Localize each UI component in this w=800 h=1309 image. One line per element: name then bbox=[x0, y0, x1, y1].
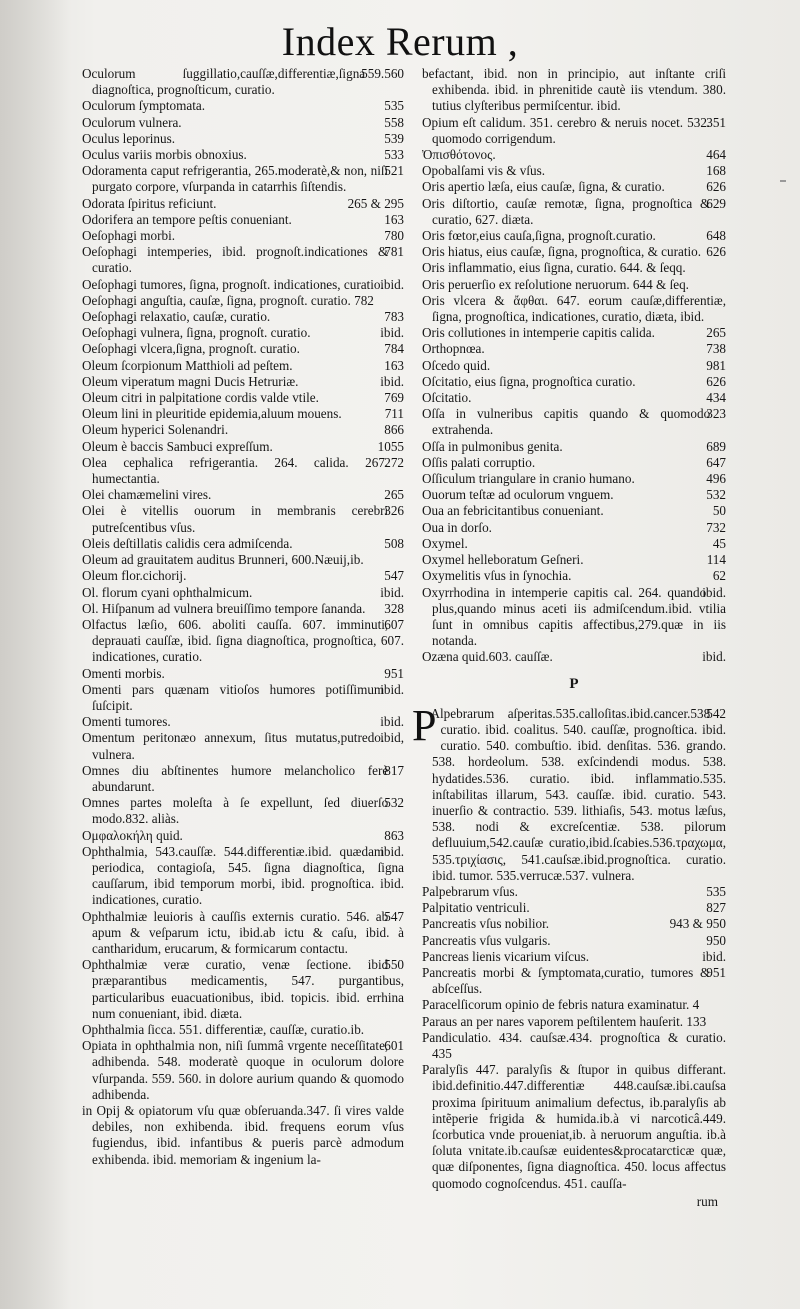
index-entry bbox=[422, 439, 726, 455]
index-entry bbox=[82, 666, 404, 682]
page-reference: 45 bbox=[712, 535, 726, 551]
entry-text: Oxymel. bbox=[422, 535, 468, 551]
page-reference: 629 bbox=[706, 195, 726, 211]
page-reference: ibid. bbox=[380, 276, 404, 292]
index-entry bbox=[82, 536, 404, 552]
page-reference: 547 bbox=[384, 568, 404, 584]
index-entry bbox=[82, 293, 404, 309]
index-entry bbox=[422, 949, 726, 965]
index-entry bbox=[422, 900, 726, 916]
page-reference: 781 bbox=[384, 244, 404, 260]
page-title: Index Rerum , bbox=[281, 19, 519, 64]
index-entry bbox=[82, 828, 404, 844]
index-entry bbox=[82, 682, 404, 714]
entry-text: Ομφαλοκήλη quid. bbox=[82, 827, 183, 843]
entry-text: befactant, ibid. non in principio, aut inſtante criſi exhibenda. ibid. in phrenitide cautè iis vtendum. 380. tutius clyſteribus permiſcentur. ibid. bbox=[422, 66, 726, 114]
index-entry bbox=[82, 1038, 404, 1103]
entry-text: Oſcitatio. bbox=[422, 390, 472, 406]
drop-cap: P bbox=[412, 700, 437, 750]
entry-text: Pancreas lienis vicarium viſcus. bbox=[422, 948, 589, 964]
index-entry bbox=[422, 649, 726, 665]
entry-text: Paralyſis 447. paralyſis & ſtupor in quibus differant. ibid.definitio.447.differentiæ 448.cauſsæ.ibi.cauſsa proxima ſpirituum animalium defectus, ib.paralyſis ab intẽperie frigida & humida.ib.à vi narcoticâ.449. ſcorbutica vnde proueniat,ib. à neruorum anguſtia. ib.à ſoluta vnitate.ib.cauſsæ euidentes&procatarcticæ quæ, quæ diſponentes, ſigna diagnoſtica. 450. locus affectus quomodo cognoſcendus. 451. cauſſa- bbox=[422, 1062, 726, 1191]
index-entry bbox=[422, 179, 726, 195]
page-reference: ibid, bbox=[380, 730, 404, 746]
entry-text: Oxymelitis vſus in ſynochia. bbox=[422, 568, 572, 584]
entry-text: Oculus variis morbis obnoxius. bbox=[82, 147, 247, 163]
entry-text: Oleum viperatum magni Ducis Hetruriæ. bbox=[82, 373, 299, 389]
entry-text: Oleum hyperici Solenandri. bbox=[82, 422, 229, 438]
page-reference: 738 bbox=[706, 341, 726, 357]
page-reference: 607 bbox=[384, 616, 404, 632]
entry-text: Oxymel helleboratum Geſneri. bbox=[422, 552, 584, 568]
entry-text: Ol. florum cyani ophthalmicum. bbox=[82, 584, 253, 600]
index-entry bbox=[422, 66, 726, 115]
index-entry bbox=[82, 309, 404, 325]
entry-text: Oris peruerſio ex reſolutione neruorum. 644 & ſeq. bbox=[422, 276, 689, 292]
index-entry bbox=[82, 66, 404, 98]
index-entry bbox=[82, 147, 404, 163]
right-column-o-entries bbox=[422, 66, 726, 666]
index-entry bbox=[422, 1030, 726, 1062]
entry-text: Oris collutiones in intemperie capitis calida. bbox=[422, 325, 655, 341]
index-entry bbox=[82, 196, 404, 212]
page-reference: 535 bbox=[384, 98, 404, 114]
index-entry bbox=[422, 277, 726, 293]
index-entry bbox=[82, 1022, 404, 1038]
entry-text: Oſcedo quid. bbox=[422, 357, 491, 373]
page-reference: 508 bbox=[384, 535, 404, 551]
index-entry bbox=[422, 293, 726, 325]
entry-text: in Opij & opiatorum vſu quæ obſeruanda.347. ſi vires valde debiles, non exhibenda. ibid. frequens eorum vſus fugiendus, ibid. infantibus & pueris parcè admodum exhibenda. ibid. memoriam & ingenium la- bbox=[82, 1103, 404, 1167]
entry-text: Ophthalmiæ veræ curatio, venæ ſectione. ibid præparantibus medicamentis, 547. purgantibus, particularibus euacuationibus, ibid. topicis. ibid. errhina num conueniant, ibid. diæta. bbox=[82, 957, 404, 1021]
index-entry bbox=[422, 471, 726, 487]
index-entry bbox=[422, 997, 726, 1013]
page-reference: 532 bbox=[706, 487, 726, 503]
page-reference: ibid. bbox=[380, 681, 404, 697]
page-reference: 272 bbox=[384, 454, 404, 470]
entry-text: Oris fœtor,eius cauſa,ſigna, prognoſt.curatio. bbox=[422, 228, 656, 244]
index-entry bbox=[82, 406, 404, 422]
index-entry bbox=[82, 390, 404, 406]
entry-text: Ὀπισθότονος. bbox=[422, 147, 496, 163]
entry-text: Oris diſtortio, cauſæ remotæ, ſigna, prognoſtica & curatio, 627. diæta. bbox=[422, 195, 711, 227]
entry-text: Oleum lini in pleuritide epidemia,aluum mouens. bbox=[82, 406, 342, 422]
entry-text: Oculus leporinus. bbox=[82, 130, 176, 146]
page-reference: 328 bbox=[384, 600, 404, 616]
page-reference: 866 bbox=[384, 422, 404, 438]
entry-text: Palpebrarum vſus. bbox=[422, 883, 518, 899]
index-entry bbox=[422, 260, 726, 276]
index-entry bbox=[82, 212, 404, 228]
entry-text: Ol. Hiſpanum ad vulnera breuiſſimo tempore ſananda. bbox=[82, 600, 366, 616]
index-entry bbox=[82, 568, 404, 584]
page-reference: 163 bbox=[384, 357, 404, 373]
index-entry bbox=[422, 884, 726, 900]
entry-text: Ozæna quid.603. cauſſæ. bbox=[422, 649, 553, 665]
index-entry bbox=[422, 1062, 726, 1192]
entry-text: Omenti tumores. bbox=[82, 714, 171, 730]
index-entry bbox=[422, 1014, 726, 1030]
entry-text: Oculorum ſymptomata. bbox=[82, 98, 206, 114]
index-entry bbox=[422, 552, 726, 568]
page-reference: ibid. bbox=[380, 584, 404, 600]
entry-text: Oeſophagi intemperies, ibid. prognoſt.indicationes & curatio. bbox=[82, 244, 389, 276]
index-entry bbox=[422, 916, 726, 932]
index-entry bbox=[82, 374, 404, 390]
index-entry bbox=[82, 455, 404, 487]
entry-text: Paracelſicorum opinio de febris natura examinatur. 4 bbox=[422, 997, 700, 1013]
index-entry bbox=[422, 536, 726, 552]
entry-text: Omnes diu abſtinentes humore melancholico ferè abundarunt. bbox=[82, 762, 389, 794]
entry-text: Oeſophagi vulnera, ſigna, prognoſt. curatio. bbox=[82, 325, 311, 341]
index-entry bbox=[82, 601, 404, 617]
entry-text: Oua an febricitantibus conueniant. bbox=[422, 503, 604, 519]
entry-text: Olei chamæmelini vires. bbox=[82, 487, 212, 503]
page-reference: 163 bbox=[384, 211, 404, 227]
page-reference: 533 bbox=[384, 147, 404, 163]
index-entry bbox=[422, 965, 726, 997]
index-entry bbox=[82, 325, 404, 341]
entry-text: Pancreatis vſus vulgaris. bbox=[422, 932, 551, 948]
entry-text: Odorifera an tempore peſtis conueniant. bbox=[82, 211, 292, 227]
entry-text: Oris apertio læſa, eius cauſæ, ſigna, & curatio. bbox=[422, 179, 665, 195]
page-reference: 951 bbox=[384, 665, 404, 681]
page-reference: 323 bbox=[706, 406, 726, 422]
index-entry bbox=[82, 617, 404, 666]
index-entry bbox=[422, 568, 726, 584]
entry-text: Oxyrrhodina in intemperie capitis cal. 264. quando plus,quando minus aceti iis admiſcendum.ibid. vtilia ſunt in omnibus capitis affectibus,279.quæ in iis notanda. bbox=[422, 584, 726, 649]
entry-text: Olei è vitellis ouorum in membranis cerebri putreſcentibus vſus. bbox=[82, 503, 389, 535]
index-entry bbox=[422, 374, 726, 390]
entry-text: Pancreatis vſus nobilior. bbox=[422, 916, 550, 932]
index-entry bbox=[82, 844, 404, 909]
index-entry bbox=[82, 730, 404, 762]
index-entry bbox=[422, 325, 726, 341]
entry-text: Ouorum teſtæ ad oculorum vnguem. bbox=[422, 487, 614, 503]
page-reference: 265 bbox=[706, 325, 726, 341]
index-entry bbox=[82, 115, 404, 131]
page-reference: 265 & 295 bbox=[347, 195, 404, 211]
page-reference: 62 bbox=[712, 568, 726, 584]
index-entry bbox=[422, 406, 726, 438]
index-entry bbox=[82, 487, 404, 503]
page-reference: 547 bbox=[384, 908, 404, 924]
page-reference: 626 bbox=[706, 244, 726, 260]
index-entry bbox=[82, 98, 404, 114]
entry-text: Alpebrarum aſperitas.535.calloſitas.ibid.cancer.538 curatio. ibid. coalitus. 540. cauſſæ, prognoſtica. ibid. curatio. 540. combuſtio. ibid. denſitas. 536. grando. 538. hordeolum. 538. exſcindendi modus. 538. hydatides.536. curatio. ibid. inflammatio.535. inſtabilitas illarum, 543. cauſſæ. ibid. curatio. 543. inuerſio & contractio. 539. lithiaſis, 543. motus læſus, 538. nodi & excreſcentiæ. 538. pilorum defluuium,542.cauſæ curatio,ibid.ſcabies.536.τραχωμα, 535.τριχίασις, 541.cauſsæ.ibid.prognoſtica. curatio. ibid. tumor. 535.verrucæ.537. vulnera. bbox=[430, 705, 726, 883]
page-reference: 50 bbox=[712, 503, 726, 519]
index-entry bbox=[82, 503, 404, 535]
right-column-p-entries bbox=[412, 700, 726, 1192]
page-reference: 732 bbox=[706, 519, 726, 535]
index-entry bbox=[82, 341, 404, 357]
entry-text: Olea cephalica refrigerantia. 264. calida. 267. humectantia. bbox=[82, 454, 389, 487]
page-reference: 168 bbox=[706, 163, 726, 179]
entry-text: Opium eſt calidum. 351. cerebro & neruis nocet. 532. quomodo corrigendum. bbox=[422, 114, 711, 146]
entry-text: Odoramenta caput refrigerantia, 265.moderatè,& non, niſi purgato corpore, vſurpanda in catarrhis ſiſtendis. bbox=[82, 163, 389, 195]
entry-text: Palpitatio ventriculi. bbox=[422, 900, 530, 916]
entry-text: Omenti pars quænam vitioſos humores potiſſimum ſuſcipit. bbox=[82, 681, 385, 713]
index-entry bbox=[422, 228, 726, 244]
entry-text: Oſſis palati corruptio. bbox=[422, 454, 536, 470]
index-entry bbox=[422, 115, 726, 147]
page-reference: 558 bbox=[384, 114, 404, 130]
index-entry bbox=[82, 795, 404, 827]
page-edge-mark bbox=[780, 180, 786, 182]
index-entry bbox=[82, 228, 404, 244]
gutter-shadow bbox=[0, 0, 70, 1309]
entry-text: Oſcitatio, eius ſigna, prognoſtica curatio. bbox=[422, 373, 636, 389]
index-entry bbox=[82, 552, 404, 568]
entry-text: Oua in dorſo. bbox=[422, 519, 492, 535]
entry-text: Oſſa in vulneribus capitis quando & quomodo extrahenda. bbox=[422, 406, 711, 438]
index-entry bbox=[82, 163, 404, 195]
page-reference: 521 bbox=[384, 163, 404, 179]
page-reference: 265 bbox=[384, 487, 404, 503]
page-reference: 769 bbox=[384, 390, 404, 406]
entry-text: Ophthalmiæ leuioris à cauſſis externis curatio. 546. ab apum & veſparum ictu, ibid.ab ictu & caſu, ibid. à cantharidum, erucarum, & formicarum contactu. bbox=[82, 908, 404, 956]
index-entry bbox=[82, 358, 404, 374]
entry-text: Oeſophagi vlcera,ſigna, prognoſt. curatio. bbox=[82, 341, 300, 357]
entry-text: Odorata ſpiritus reficiunt. bbox=[82, 195, 217, 211]
entry-text: Oleum ſcorpionum Matthioli ad peſtem. bbox=[82, 357, 293, 373]
page-reference: 950 bbox=[706, 932, 726, 948]
index-entry bbox=[82, 439, 404, 455]
page-reference: 780 bbox=[384, 228, 404, 244]
page-reference: 326 bbox=[384, 503, 404, 519]
entry-text: Pandiculatio. 434. cauſsæ.434. prognoſtica & curatio. 435 bbox=[422, 1029, 726, 1061]
index-entry bbox=[422, 585, 726, 650]
page-reference: 464 bbox=[706, 147, 726, 163]
page-reference: 648 bbox=[706, 228, 726, 244]
entry-text: Oleis deſtillatis calidis cera admiſcenda. bbox=[82, 535, 293, 551]
index-entry bbox=[422, 196, 726, 228]
index-entry bbox=[82, 585, 404, 601]
page-reference: 542 bbox=[706, 705, 726, 721]
page-reference: ibid. bbox=[380, 373, 404, 389]
index-entry bbox=[422, 341, 726, 357]
index-entry bbox=[82, 957, 404, 1022]
page-reference: 434 bbox=[706, 390, 726, 406]
entry-text: Oleum ad grauitatem auditus Brunneri, 600.Næuij,ib. bbox=[82, 552, 364, 568]
index-entry bbox=[422, 358, 726, 374]
page-reference: 784 bbox=[384, 341, 404, 357]
page-reference: 1055 bbox=[377, 438, 404, 454]
entry-text: Oſſiculum triangulare in cranio humano. bbox=[422, 471, 635, 487]
left-column bbox=[82, 66, 404, 1168]
page-reference: 535 bbox=[706, 883, 726, 899]
entry-text: Oeſophagi tumores, ſigna, prognoſt. indicationes, curatio. bbox=[82, 276, 384, 292]
page-reference: 863 bbox=[384, 827, 404, 843]
entry-text: Oeſophagi anguſtia, cauſæ, ſigna, prognoſt. curatio. 782 bbox=[82, 292, 374, 308]
entry-text: Oleum flor.cichorij. bbox=[82, 568, 187, 584]
page-reference: 951 bbox=[706, 964, 726, 980]
entry-text: Pancreatis morbi & ſymptomata,curatio, tumores & abſceſſus. bbox=[422, 964, 711, 997]
index-entry bbox=[82, 1103, 404, 1168]
entry-text: Opobalſami vis & vſus. bbox=[422, 163, 546, 179]
page-reference: 114 bbox=[706, 552, 726, 568]
index-entry bbox=[82, 422, 404, 438]
page-reference: 817 bbox=[384, 762, 404, 778]
right-column bbox=[412, 66, 726, 1210]
page-reference: 626 bbox=[706, 179, 726, 195]
index-entry bbox=[422, 520, 726, 536]
entry-text: Ophthalmia ſicca. 551. differentiæ, cauſſæ, curatio.ib. bbox=[82, 1021, 365, 1037]
page-reference: 783 bbox=[384, 309, 404, 325]
entry-text: Omenti morbis. bbox=[82, 665, 165, 681]
index-entry bbox=[422, 487, 726, 503]
index-entry bbox=[82, 244, 404, 276]
catchword: rum bbox=[696, 1193, 718, 1209]
entry-text: Oris hiatus, eius cauſæ, ſigna, prognoſtica, & curatio. bbox=[422, 244, 702, 260]
page-reference: 626 bbox=[706, 373, 726, 389]
entry-text: Oleum è baccis Sambuci expreſſum. bbox=[82, 438, 273, 454]
page-reference: 601 bbox=[384, 1038, 404, 1054]
entry-text: Olfactus læſio, 606. aboliti cauſſa. 607. imminuti, deprauati cauſſæ, ibid. ſigna diagnoſtica, prognoſtica, 607. indicationes, curatio. bbox=[82, 616, 404, 665]
entry-text: Omentum peritonæo annexum, ſitus mutatus,putredo. vulnera. bbox=[82, 730, 385, 762]
page-reference: 559.560 bbox=[361, 66, 404, 81]
entry-text: Oeſophagi morbi. bbox=[82, 228, 176, 244]
page-reference: 981 bbox=[706, 357, 726, 373]
index-entry bbox=[422, 244, 726, 260]
page-reference: ibid. bbox=[702, 649, 726, 665]
index-entry bbox=[82, 909, 404, 958]
entry-text: Oſſa in pulmonibus genita. bbox=[422, 438, 563, 454]
entry-text: Ophthalmia, 543.cauſſæ. 544.differentiæ.ibid. quædam periodica, contagioſa, 545. ſigna diagnoſtica, ſigna cauſſarum, ibid temporum morbi, ibid. prognoſtica. ibid. indicationes, curatio. bbox=[82, 843, 404, 908]
page-reference: 550 bbox=[384, 957, 404, 973]
entry-text: Oculorum vulnera. bbox=[82, 114, 182, 130]
index-entry bbox=[82, 131, 404, 147]
page-reference: ibid. bbox=[702, 584, 726, 600]
page-reference: 711 bbox=[384, 406, 404, 422]
section-letter: P bbox=[569, 675, 579, 692]
entry-text: Oris inflammatio, eius ſigna, curatio. 644. & ſeqq. bbox=[422, 260, 686, 276]
entry-text: Opiata in ophthalmia non, niſi ſummâ vrgente neceſſitate, adhibenda. 548. moderatè quoque in oculorum dolore vſurpanda. 559. 560. in dolore aurium quando & quomodo adhibenda. bbox=[82, 1038, 404, 1102]
page-reference: 943 & 950 bbox=[669, 916, 726, 932]
page-reference: 539 bbox=[384, 130, 404, 146]
page-reference: 647 bbox=[706, 454, 726, 470]
page-reference: ibid. bbox=[380, 843, 404, 859]
page-reference: 532 bbox=[384, 795, 404, 811]
index-entry bbox=[422, 163, 726, 179]
entry-text: Orthopnœa. bbox=[422, 341, 485, 357]
index-entry bbox=[422, 455, 726, 471]
page-reference: ibid. bbox=[380, 325, 404, 341]
page-reference: ibid. bbox=[702, 948, 726, 964]
page-reference: 827 bbox=[706, 900, 726, 916]
entry-text: Oris vlcera & ἄφθαι. 647. eorum cauſæ,differentiæ, ſigna, prognoſtica, indicationes, curatio, diæta, ibid. bbox=[422, 292, 726, 325]
index-entry bbox=[422, 933, 726, 949]
entry-text: Oeſophagi relaxatio, cauſæ, curatio. bbox=[82, 309, 271, 325]
index-entry bbox=[422, 503, 726, 519]
page-reference: ibid. bbox=[380, 714, 404, 730]
index-entry bbox=[422, 147, 726, 163]
index-entry bbox=[82, 763, 404, 795]
index-entry bbox=[82, 277, 404, 293]
page-reference: 496 bbox=[706, 471, 726, 487]
index-entry bbox=[422, 390, 726, 406]
index-entry bbox=[412, 700, 726, 884]
entry-text: Paraus an per nares vaporem peſtilentem hauſerit. 133 bbox=[422, 1013, 707, 1029]
page-reference: 689 bbox=[706, 438, 726, 454]
entry-text: Oculorum ſuggillatio,cauſſæ,differentiæ,ſigna diagnoſtica, prognoſticum, curatio. bbox=[82, 66, 366, 98]
index-entry bbox=[82, 714, 404, 730]
entry-text: Oleum citri in palpitatione cordis valde vtile. bbox=[82, 390, 319, 406]
page-reference: 351 bbox=[706, 114, 726, 130]
entry-text: Omnes partes moleſta à ſe expellunt, ſed diuerſo modo.832. aliàs. bbox=[82, 795, 389, 827]
